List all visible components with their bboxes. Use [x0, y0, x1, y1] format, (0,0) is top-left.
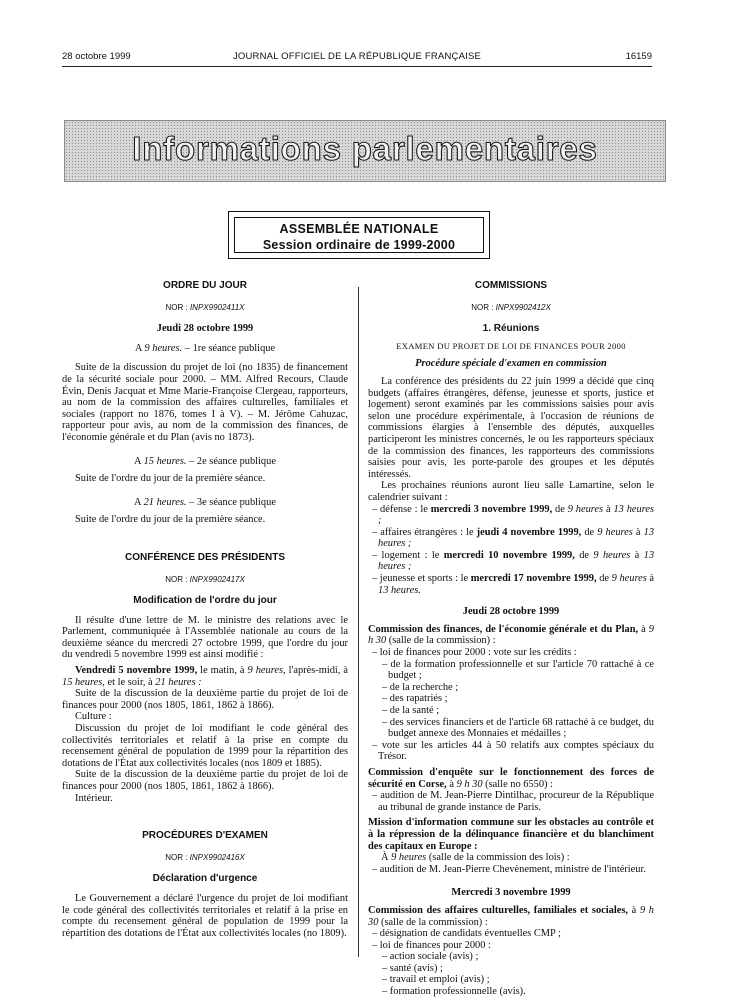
- ce-item: – audition de M. Jean-Pierre Dintilhac, procureur de la République au tribunal de grande instance de Paris.: [372, 790, 654, 813]
- calendar-item: – logement : le mercredi 10 novembre 1999, de 9 heures à 13 heures ;: [372, 549, 655, 573]
- cac-agenda-item: – action sociale (avis) ;: [382, 951, 479, 963]
- odj-session-2-text: Suite de l'ordre du jour de la première séance.: [75, 473, 266, 485]
- column-divider: [358, 287, 359, 957]
- conf-item-1: Suite de la discussion de la deuxième partie du projet de loi de finances pour 2000 (nos 1805, 1861, 1862 à 1866).: [62, 688, 348, 711]
- assembly-name: ASSEMBLÉE NATIONALE: [279, 222, 439, 236]
- odj-session-3-text: Suite de l'ordre du jour de la première séance.: [75, 514, 266, 526]
- cac-agenda: [368, 928, 654, 998]
- jeudi-date: Jeudi 28 octobre 1999: [462, 606, 560, 618]
- odj-date: Jeudi 28 octobre 1999: [156, 323, 254, 335]
- odj-session-1: A 9 heures. – 1re séance publique: [134, 342, 276, 354]
- conf-vendredi: Vendredi 5 novembre 1999, le matin, à 9 heures, l'après-midi, à 15 heures, et le soir, à 21 heures :: [62, 665, 348, 688]
- conf-item-3: Suite de la discussion de la deuxième partie du projet de loi de finances pour 2000 (nos 1805, 1861, 1862 à 1866).: [62, 769, 348, 792]
- header-date: 28 octobre 1999: [62, 51, 131, 62]
- odj-nor: NOR : INPX9902411X: [165, 302, 245, 312]
- proc-heading: PROCÉDURES D'EXAMEN: [142, 830, 268, 842]
- left-column: [62, 280, 348, 939]
- calendar-list: [368, 504, 654, 597]
- conf-intro: Il résulte d'une lettre de M. le ministre des relations avec le Parlement, communiquée à l'Assemblée nationale au cours de la deuxième séance du mercredi 27 octobre 1999, que l'ordre du jour du vendredi 5 novembre 1999 est ainsi modifié :: [62, 614, 348, 661]
- procedure-text: La conférence des présidents du 22 juin 1999 a décidé que cinq budgets (affaires étrangères, défense, jeunesse et sports, justice et logement) seront examinés par les commissions saisies pour avis selon une procédure expérimentale, à l'occasion de réunions de commissions élargies à l'ensemble des députés, auxquelles participeront les ministres concernés, le ou les rapporteurs spéciaux de la commission des finances, les rapporteurs des commissions saisies pour avis, les porte-parole des groupes et les députés intéressés.: [368, 375, 654, 480]
- cac-agenda-item: – désignation de candidats éventuelles CMP ;: [372, 928, 561, 940]
- proc-nor: NOR : INPX9902416X: [165, 852, 245, 862]
- calendar-item: – défense : le mercredi 3 novembre 1999, de 9 heures à 13 heures ;: [372, 503, 655, 527]
- calendar-intro: Les prochaines réunions auront lieu salle Lamartine, selon le calendrier suivant :: [368, 480, 654, 503]
- commissions-nor: NOR : INPX9902412X: [471, 302, 551, 312]
- ce-title: Commission d'enquête sur le fonctionnement des forces de sécurité en Corse, à 9 h 30 (salle no 6550) :: [368, 766, 654, 790]
- conf-item-2: Discussion du projet de loi modifiant le code général des collectivités territoriales et relatif à la prise en compte du recensement général de population de 1999 pour la répartition des dotations de l'État aux collectivités locales (nos 1809 et 1885).: [62, 723, 348, 769]
- cac-title: Commission des affaires culturelles, familiales et sociales, à 9 h 30 (salle de la commission) :: [368, 904, 654, 928]
- mi-item: – audition de M. Jean-Pierre Chevènement, ministre de l'intérieur.: [372, 863, 646, 875]
- header-rule: [62, 66, 652, 67]
- page-number: 16159: [625, 51, 652, 62]
- odj-session-1-text: Suite de la discussion du projet de loi (no 1835) de financement de la sécurité sociale pour 2000. – MM. Alfred Recours, Claude Évin, Denis Jacquat et Mme Marie-Françoise Clergeau, rapporteurs, au nom de la commission des affaires culturelles, familiales et sociales (rapport no 1876, tomes I à V). – M. Jérôme Cahuzac, rapporteur pour avis, au nom de la commission des finances, de l'économie générale et du Plan (avis no 1873).: [62, 362, 348, 443]
- cac-agenda-item: – santé (avis) ;: [382, 962, 443, 974]
- proc-text: Le Gouvernement a déclaré l'urgence du projet de loi modifiant le code général des collectivités territoriales et relatif à la prise en compte du recensement général de population de 1999 pour la répartition des dotations de l'État aux collectivités locales (no 1809).: [62, 892, 348, 939]
- cf-agenda-item: – de la formation professionnelle et sur l'article 70 rattaché à ce budget ;: [382, 658, 654, 682]
- calendar-item: – affaires étrangères : le jeudi 4 novembre 1999, de 9 heures à 13 heures ;: [372, 526, 655, 550]
- procedure-heading: Procédure spéciale d'examen en commission: [415, 358, 607, 370]
- right-column: [368, 280, 654, 998]
- conf-heading: CONFÉRENCE DES PRÉSIDENTS: [124, 551, 286, 563]
- cac-agenda-item: – travail et emploi (avis) ;: [382, 974, 490, 986]
- journal-title: JOURNAL OFFICIEL DE LA RÉPUBLIQUE FRANÇAISE: [232, 51, 482, 62]
- cf-agenda-item: – des rapatriés ;: [382, 693, 448, 705]
- session-name: Session ordinaire de 1999-2000: [262, 238, 456, 252]
- mi-title: Mission d'information commune sur les obstacles au contrôle et à la répression de la délinquance financière et du blanchiment des capitaux en Europe :: [368, 817, 654, 852]
- banner-title: Informations parlementaires: [132, 130, 598, 167]
- odj-heading: ORDRE DU JOUR: [163, 280, 247, 291]
- mi-time: À 9 heures (salle de la commission des lois) :: [381, 852, 570, 864]
- odj-session-3: A 21 heures. – 3e séance publique: [134, 496, 276, 508]
- cf-title: Commission des finances, de l'économie générale et du Plan, à 9 h 30 (salle de la commission) :: [368, 623, 654, 647]
- reunions-heading: 1. Réunions: [482, 323, 540, 335]
- odj-session-2: A 15 heures. – 2e séance publique: [134, 455, 276, 467]
- cf-agenda-item: – vote sur les articles 44 à 50 relatifs aux comptes spéciaux du Trésor.: [372, 739, 654, 763]
- cf-agenda-item: – des services financiers et de l'article 68 rattaché à ce budget, du budget annexe des Monnaies et médailles ;: [382, 716, 654, 740]
- cf-agenda-item: – de la santé ;: [382, 705, 440, 716]
- conf-nor: NOR : INPX9902417X: [165, 574, 245, 584]
- cf-agenda: [368, 647, 654, 763]
- cac-agenda-item: – formation professionnelle (avis).: [382, 986, 526, 998]
- commissions-heading: COMMISSIONS: [474, 280, 548, 291]
- assembly-box: [228, 211, 490, 259]
- assembly-box-inner: [234, 217, 484, 253]
- running-head: [62, 51, 652, 65]
- exam-heading: EXAMEN DU PROJET DE LOI DE FINANCES POUR 2000: [396, 340, 626, 351]
- cf-agenda-item: – de la recherche ;: [382, 681, 459, 693]
- conf-subheading: Modification de l'ordre du jour: [133, 595, 277, 607]
- section-banner: [64, 120, 666, 182]
- mercredi-date: Mercredi 3 novembre 1999: [451, 887, 571, 899]
- cac-agenda-item: – loi de finances pour 2000 :: [372, 939, 491, 951]
- proc-subheading: Déclaration d'urgence: [152, 873, 258, 885]
- calendar-item: – jeunesse et sports : le mercredi 17 novembre 1999, de 9 heures à 13 heures.: [372, 573, 654, 596]
- conf-interieur: Intérieur.: [75, 792, 113, 804]
- conf-culture: Culture :: [75, 711, 112, 723]
- cf-agenda-item: – loi de finances pour 2000 : vote sur les crédits :: [372, 647, 577, 659]
